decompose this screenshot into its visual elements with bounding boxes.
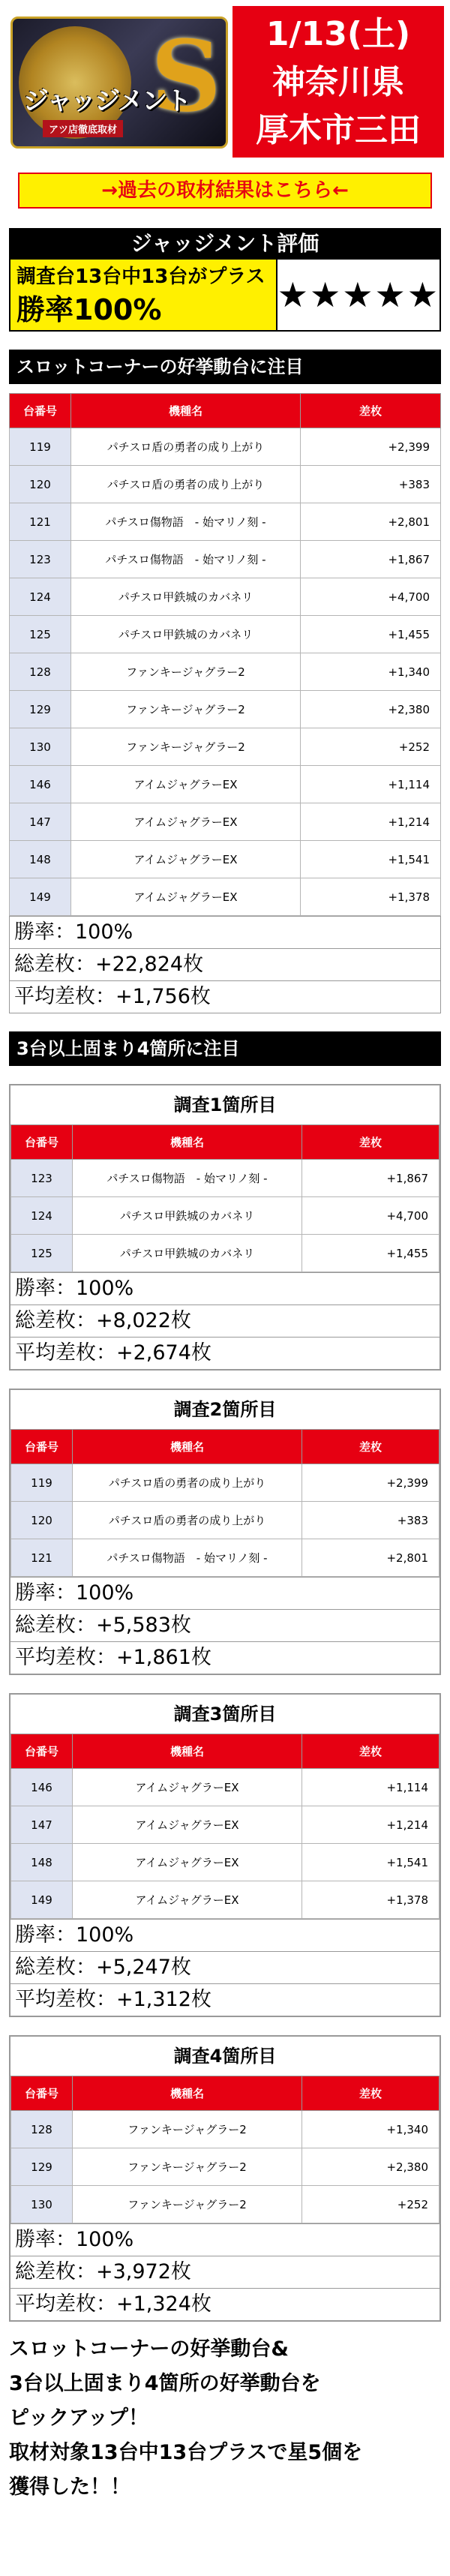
judgement-result xyxy=(10,260,278,330)
machine-no: 148 xyxy=(10,841,71,878)
machine-no: 119 xyxy=(11,1464,73,1502)
table-header-row xyxy=(10,394,441,428)
machine-no: 130 xyxy=(10,728,71,766)
total-diff: 総差枚：+22,824枚 xyxy=(10,948,440,980)
table-row xyxy=(10,541,441,578)
machine-no: 130 xyxy=(11,2186,73,2223)
header-diff: 差枚 xyxy=(302,1734,440,1769)
table-row xyxy=(11,1769,440,1806)
machine-name: アイムジャグラーEX xyxy=(73,1806,302,1844)
table-row xyxy=(10,503,441,541)
table-header-row xyxy=(11,1125,440,1160)
city: 厚木市三田 xyxy=(256,111,421,149)
table-row xyxy=(10,803,441,841)
cluster-block-3 xyxy=(9,1693,441,2017)
machine-no: 149 xyxy=(10,878,71,916)
machine-no: 128 xyxy=(10,653,71,691)
summary-line: スロットコーナーの好挙動台& xyxy=(9,2337,289,2361)
win-rate: 勝率：100% xyxy=(10,2223,440,2256)
machine-no: 129 xyxy=(11,2148,73,2186)
cluster-title: 調査4箇所目 xyxy=(173,2046,277,2067)
table-row xyxy=(11,2111,440,2148)
machine-name: パチスロ盾の勇者の成り上がり xyxy=(73,1502,302,1539)
cluster-block-2 xyxy=(9,1389,441,1675)
judgement-row xyxy=(9,260,441,332)
judgement-s-logo xyxy=(10,17,228,149)
machine-no: 121 xyxy=(11,1539,73,1577)
machine-name: ファンキージャグラー2 xyxy=(73,2111,302,2148)
summary-line: ピックアップ！ xyxy=(9,2406,149,2430)
machine-no: 124 xyxy=(10,578,71,616)
machine-name: アイムジャグラーEX xyxy=(73,1881,302,1919)
machine-no: 128 xyxy=(11,2111,73,2148)
machine-diff: +1,541 xyxy=(301,841,441,878)
machine-diff: +2,399 xyxy=(302,1464,440,1502)
total-diff: 総差枚：+5,247枚 xyxy=(10,1951,440,1983)
machine-name: パチスロ傷物語 - 始マリノ刻 - xyxy=(71,503,301,541)
cluster-title: 調査2箇所目 xyxy=(173,1399,277,1420)
machine-name: ファンキージャグラー2 xyxy=(71,728,301,766)
table-row xyxy=(11,2186,440,2223)
machine-diff: +4,700 xyxy=(302,1197,440,1235)
machine-name: パチスロ盾の勇者の成り上がり xyxy=(71,428,301,466)
machine-name: パチスロ盾の勇者の成り上がり xyxy=(71,466,301,503)
cluster-section-title: 3台以上固まり4箇所に注目 xyxy=(9,1031,441,1066)
machine-name: ファンキージャグラー2 xyxy=(73,2186,302,2223)
machine-no: 124 xyxy=(11,1197,73,1235)
header-machine-no: 台番号 xyxy=(11,1125,73,1160)
table-row xyxy=(10,728,441,766)
machine-no: 147 xyxy=(11,1806,73,1844)
cluster-stats xyxy=(10,1577,440,1674)
table-row xyxy=(11,1881,440,1919)
machine-name: アイムジャグラーEX xyxy=(71,803,301,841)
header-machine-no: 台番号 xyxy=(10,394,71,428)
machine-diff: +1,455 xyxy=(301,616,441,653)
total-diff: 総差枚：+5,583枚 xyxy=(10,1609,440,1641)
average-diff: 平均差枚：+1,324枚 xyxy=(10,2288,440,2320)
summary-line: 取材対象13台中13台プラスで星5個を xyxy=(9,2441,363,2464)
header-machine-name: 機種名 xyxy=(73,1430,302,1464)
machine-diff: +1,340 xyxy=(302,2111,440,2148)
machine-no: 146 xyxy=(10,766,71,803)
past-results-link[interactable]: →過去の取材結果はこちら← xyxy=(18,173,432,209)
machine-name: アイムジャグラーEX xyxy=(71,841,301,878)
cluster-title: 調査1箇所目 xyxy=(173,1094,277,1115)
machine-name: アイムジャグラーEX xyxy=(73,1769,302,1806)
machine-name: パチスロ盾の勇者の成り上がり xyxy=(73,1464,302,1502)
page-header xyxy=(0,0,450,164)
machine-diff: +1,214 xyxy=(301,803,441,841)
win-rate: 勝率：100% xyxy=(10,1272,440,1305)
machine-diff: +1,214 xyxy=(302,1806,440,1844)
machine-diff: +383 xyxy=(301,466,441,503)
machine-diff: +252 xyxy=(301,728,441,766)
header-diff: 差枚 xyxy=(302,1125,440,1160)
header-machine-no: 台番号 xyxy=(11,1734,73,1769)
date-location-box xyxy=(232,6,444,158)
machine-diff: +252 xyxy=(302,2186,440,2223)
corner-table xyxy=(9,393,441,916)
table-row xyxy=(11,1235,440,1272)
machine-name: アイムジャグラーEX xyxy=(73,1844,302,1881)
machine-name: パチスロ甲鉄城のカバネリ xyxy=(73,1235,302,1272)
machine-diff: +1,114 xyxy=(302,1769,440,1806)
table-row xyxy=(10,428,441,466)
summary-line: 3台以上固まり4箇所の好挙動台を xyxy=(9,2372,321,2395)
header-diff: 差枚 xyxy=(301,394,441,428)
machine-name: ファンキージャグラー2 xyxy=(73,2148,302,2186)
cluster-table xyxy=(10,2076,440,2223)
table-row xyxy=(10,841,441,878)
header-machine-name: 機種名 xyxy=(73,2076,302,2111)
header-machine-name: 機種名 xyxy=(73,1125,302,1160)
machine-name: パチスロ甲鉄城のカバネリ xyxy=(71,578,301,616)
table-row xyxy=(11,1539,440,1577)
machine-diff: +2,399 xyxy=(301,428,441,466)
machine-diff: +2,801 xyxy=(301,503,441,541)
corner-section xyxy=(9,350,441,1013)
cluster-stats xyxy=(10,1272,440,1369)
cluster-section xyxy=(9,1031,441,1066)
machine-name: アイムジャグラーEX xyxy=(71,878,301,916)
cluster-table xyxy=(10,1429,440,1577)
table-header-row xyxy=(11,1734,440,1769)
table-row xyxy=(11,2148,440,2186)
judgement-panel xyxy=(9,228,441,332)
machine-name: パチスロ傷物語 - 始マリノ刻 - xyxy=(73,1160,302,1197)
prefecture: 神奈川県 xyxy=(272,63,404,101)
machine-no: 121 xyxy=(10,503,71,541)
table-row xyxy=(11,1806,440,1844)
win-rate: 勝率：100% xyxy=(10,1919,440,1951)
machine-diff: +1,867 xyxy=(301,541,441,578)
cluster-table xyxy=(10,1734,440,1919)
machine-name: ファンキージャグラー2 xyxy=(71,653,301,691)
cluster-block-4 xyxy=(9,2035,441,2322)
table-row xyxy=(10,653,441,691)
machine-name: パチスロ甲鉄城のカバネリ xyxy=(73,1197,302,1235)
machine-no: 149 xyxy=(11,1881,73,1919)
cluster-table xyxy=(10,1124,440,1272)
machine-diff: +2,380 xyxy=(301,691,441,728)
machine-name: パチスロ傷物語 - 始マリノ刻 - xyxy=(73,1539,302,1577)
table-row xyxy=(10,766,441,803)
header-diff: 差枚 xyxy=(302,2076,440,2111)
machine-diff: +1,455 xyxy=(302,1235,440,1272)
machine-no: 129 xyxy=(10,691,71,728)
cluster-stats xyxy=(10,2223,440,2320)
machine-name: パチスロ傷物語 - 始マリノ刻 - xyxy=(71,541,301,578)
table-row xyxy=(10,466,441,503)
cluster-stats xyxy=(10,1919,440,2016)
win-rate: 勝率：100% xyxy=(10,916,440,948)
table-row xyxy=(11,1464,440,1502)
machine-diff: +2,380 xyxy=(302,2148,440,2186)
machine-no: 123 xyxy=(10,541,71,578)
event-date: 1/13(土) xyxy=(266,15,411,53)
machine-diff: +383 xyxy=(302,1502,440,1539)
table-row xyxy=(10,691,441,728)
table-row xyxy=(11,1502,440,1539)
total-diff: 総差枚：+3,972枚 xyxy=(10,2256,440,2288)
judgement-condition: 調査台13台中13台がプラス xyxy=(16,266,266,288)
cluster-block-1 xyxy=(9,1084,441,1371)
machine-diff: +1,378 xyxy=(302,1881,440,1919)
header-machine-no: 台番号 xyxy=(11,2076,73,2111)
summary-text xyxy=(9,2332,441,2505)
corner-section-title: スロットコーナーの好挙動台に注目 xyxy=(9,350,441,384)
header-machine-name: 機種名 xyxy=(73,1734,302,1769)
machine-diff: +4,700 xyxy=(301,578,441,616)
corner-stats xyxy=(9,916,441,1013)
machine-name: アイムジャグラーEX xyxy=(71,766,301,803)
star-rating: ★★★★★ xyxy=(277,275,440,315)
machine-no: 125 xyxy=(11,1235,73,1272)
cluster-title: 調査3箇所目 xyxy=(173,1704,277,1725)
machine-diff: +1,114 xyxy=(301,766,441,803)
table-row xyxy=(11,1197,440,1235)
average-diff: 平均差枚：+2,674枚 xyxy=(10,1337,440,1369)
machine-no: 119 xyxy=(10,428,71,466)
summary-line: 獲得した！！ xyxy=(9,2475,130,2499)
average-diff: 平均差枚：+1,756枚 xyxy=(10,980,440,1013)
machine-no: 123 xyxy=(11,1160,73,1197)
win-rate: 勝率：100% xyxy=(10,1577,440,1609)
machine-no: 120 xyxy=(10,466,71,503)
average-diff: 平均差枚：+1,861枚 xyxy=(10,1641,440,1674)
judgement-win-rate: 勝率100% xyxy=(16,293,162,326)
machine-diff: +1,541 xyxy=(302,1844,440,1881)
judgement-title: ジャッジメント評価 xyxy=(9,228,441,260)
machine-no: 120 xyxy=(11,1502,73,1539)
table-row xyxy=(11,1844,440,1881)
average-diff: 平均差枚：+1,312枚 xyxy=(10,1983,440,2016)
table-header-row xyxy=(11,1430,440,1464)
table-row xyxy=(10,616,441,653)
logo-letter: S xyxy=(151,19,221,134)
table-row xyxy=(10,578,441,616)
machine-no: 146 xyxy=(11,1769,73,1806)
header-machine-name: 機種名 xyxy=(71,394,301,428)
machine-name: パチスロ甲鉄城のカバネリ xyxy=(71,616,301,653)
machine-diff: +1,378 xyxy=(301,878,441,916)
machine-no: 147 xyxy=(10,803,71,841)
header-diff: 差枚 xyxy=(302,1430,440,1464)
table-row xyxy=(11,1160,440,1197)
logo-text: ジャッジメント xyxy=(23,86,190,116)
table-row xyxy=(10,878,441,916)
machine-diff: +1,867 xyxy=(302,1160,440,1197)
header-machine-no: 台番号 xyxy=(11,1430,73,1464)
machine-name: ファンキージャグラー2 xyxy=(71,691,301,728)
machine-diff: +1,340 xyxy=(301,653,441,691)
table-header-row xyxy=(11,2076,440,2111)
machine-no: 148 xyxy=(11,1844,73,1881)
machine-no: 125 xyxy=(10,616,71,653)
total-diff: 総差枚：+8,022枚 xyxy=(10,1305,440,1337)
logo-tagline: アツ店徹底取材 xyxy=(43,120,123,137)
machine-diff: +2,801 xyxy=(302,1539,440,1577)
